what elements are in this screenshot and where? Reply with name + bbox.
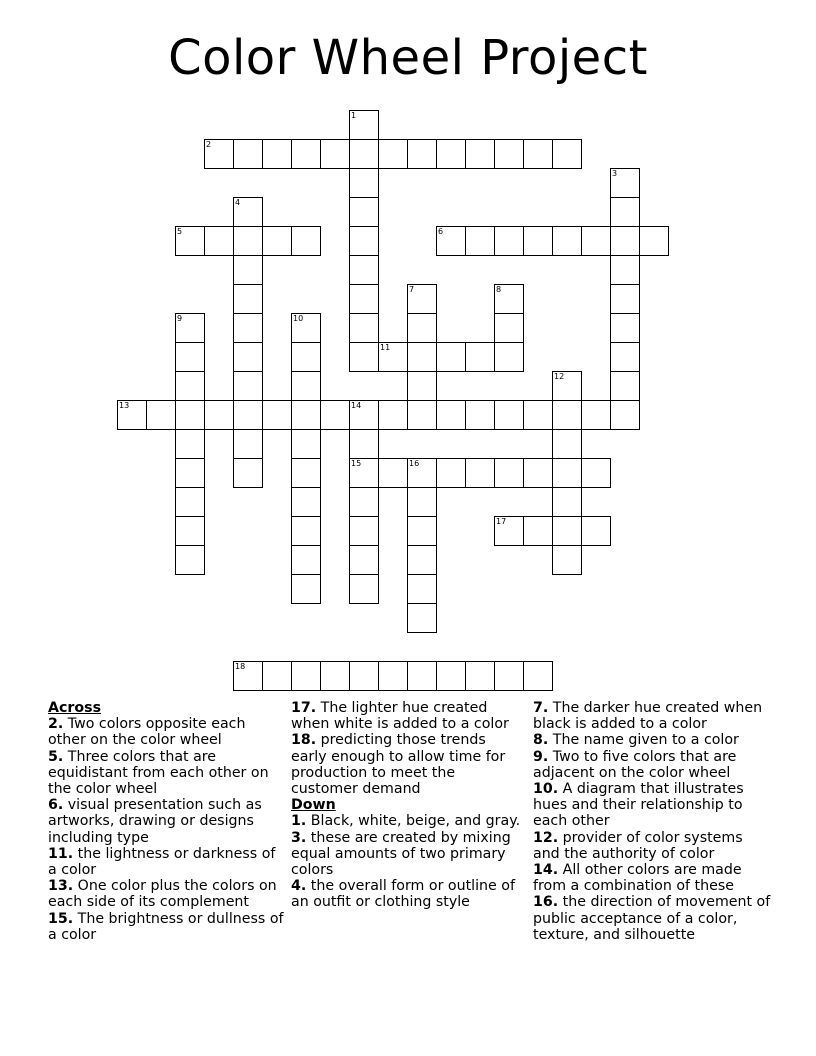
grid-cell[interactable] [494,313,524,343]
clue-down-10 [533,781,773,830]
grid-cell[interactable] [320,661,350,691]
grid-cell[interactable] [523,400,553,430]
grid-cell[interactable] [175,487,205,517]
grid-cell[interactable] [552,458,582,488]
clue-across-6 [48,797,284,846]
grid-cell[interactable] [494,458,524,488]
grid-cell[interactable] [494,139,524,169]
grid-cell[interactable] [233,139,263,169]
clue-down-1 [291,813,523,829]
cell-number: 13 [119,401,130,410]
grid-cell[interactable] [552,429,582,459]
grid-cell[interactable] [349,168,379,198]
grid-cell[interactable] [378,661,408,691]
clue-across-18 [291,732,523,797]
grid-cell[interactable] [407,545,437,575]
clue-text: Two to five colors that are adjacent on the color wheel [533,748,737,781]
clue-across-5 [48,749,284,798]
clue-across-11 [48,846,284,878]
grid-cell[interactable] [407,487,437,517]
clue-number: 14. [533,862,559,879]
grid-cell[interactable] [465,139,495,169]
grid-cell[interactable] [610,226,640,256]
grid-cell[interactable] [349,487,379,517]
down-heading: Down [291,797,336,814]
grid-cell[interactable] [610,371,640,401]
grid-cell[interactable] [494,342,524,372]
grid-cell[interactable] [552,139,582,169]
clue-text: All other colors are made from a combination of these [533,862,742,895]
grid-cell[interactable] [610,255,640,285]
grid-cell[interactable] [378,400,408,430]
grid-cell[interactable] [378,139,408,169]
grid-cell[interactable] [523,516,553,546]
grid-cell[interactable] [581,400,611,430]
grid-cell[interactable] [175,371,205,401]
grid-cell[interactable] [233,458,263,488]
grid-cell[interactable] [407,139,437,169]
cell-number: 17 [496,517,507,526]
clue-number: 12. [533,829,559,846]
cell-number: 8 [496,285,502,294]
clue-text: Three colors that are equidistant from each other on the color wheel [48,748,269,798]
grid-cell[interactable] [146,400,176,430]
grid-cell[interactable] [349,342,379,372]
clue-down-8 [533,732,773,748]
grid-cell[interactable] [291,487,321,517]
grid-cell[interactable] [436,400,466,430]
grid-cell[interactable] [349,661,379,691]
grid-cell[interactable] [175,545,205,575]
grid-cell[interactable] [262,661,292,691]
grid-cell[interactable] [262,139,292,169]
grid-cell[interactable] [320,139,350,169]
grid-cell[interactable] [291,429,321,459]
grid-cell[interactable] [291,139,321,169]
grid-cell[interactable] [175,429,205,459]
clue-down-3 [291,830,523,879]
clue-text: The darker hue created when black is added to a color [533,700,763,733]
grid-cell[interactable] [291,400,321,430]
grid-cell[interactable] [349,516,379,546]
grid-cell[interactable] [349,197,379,227]
grid-cell[interactable] [291,516,321,546]
grid-cell[interactable] [552,516,582,546]
grid-cell[interactable] [494,226,524,256]
grid-cell[interactable] [233,255,263,285]
grid-cell[interactable] [436,139,466,169]
clue-down-14 [533,862,773,894]
clue-number: 16. [533,894,559,911]
clue-number: 15. [48,910,74,927]
grid-cell[interactable] [494,400,524,430]
cell-number: 4 [235,198,241,207]
clue-down-9 [533,749,773,781]
grid-cell[interactable] [407,400,437,430]
grid-cell[interactable] [436,661,466,691]
clue-down-16 [533,894,773,943]
grid-cell[interactable] [349,313,379,343]
clue-number: 1. [291,813,307,830]
grid-cell[interactable] [233,313,263,343]
grid-cell[interactable] [233,400,263,430]
clue-number: 6. [48,797,64,814]
cell-number: 1 [351,111,357,120]
grid-cell[interactable] [465,400,495,430]
grid-cell[interactable] [610,313,640,343]
clue-across-2 [48,716,284,748]
grid-cell[interactable] [349,284,379,314]
cell-number: 14 [351,401,362,410]
cell-number: 15 [351,459,362,468]
clue-text: Two colors opposite each other on the color wheel [48,716,246,749]
clue-number: 10. [533,781,559,798]
grid-cell[interactable] [175,458,205,488]
grid-cell[interactable] [436,342,466,372]
grid-cell[interactable] [465,342,495,372]
grid-cell[interactable] [552,545,582,575]
clue-number: 13. [48,878,74,895]
grid-cell[interactable] [262,226,292,256]
grid-cell[interactable] [349,545,379,575]
cell-number: 6 [438,227,444,236]
clue-down-7 [533,700,773,732]
grid-cell[interactable] [639,226,669,256]
across-heading: Across [48,700,102,716]
clue-across-13 [48,878,284,910]
grid-cell[interactable] [349,139,379,169]
grid-cell[interactable] [291,371,321,401]
grid-cell[interactable] [233,226,263,256]
clue-number: 2. [48,716,64,733]
grid-cell[interactable] [291,342,321,372]
grid-cell[interactable] [233,342,263,372]
clue-text: the overall form or outline of an outfit or clothing style [291,878,515,911]
grid-cell[interactable] [291,458,321,488]
grid-cell[interactable] [291,661,321,691]
grid-cell[interactable] [610,197,640,227]
clue-text: The brightness or dullness of a color [48,910,284,943]
grid-cell[interactable] [610,342,640,372]
grid-cell[interactable] [233,371,263,401]
clue-text: Black, white, beige, and gray. [310,813,521,830]
grid-cell[interactable] [523,458,553,488]
grid-cell[interactable] [523,226,553,256]
grid-cell[interactable] [494,661,524,691]
grid-cell[interactable] [204,226,234,256]
clue-number: 7. [533,700,549,716]
grid-cell[interactable] [320,400,350,430]
grid-cell[interactable] [581,458,611,488]
cell-number: 10 [293,314,304,323]
cell-number: 16 [409,459,420,468]
grid-cell[interactable] [465,661,495,691]
clue-number: 17. [291,700,317,716]
clue-column-1 [48,700,284,943]
clue-number: 8. [533,732,549,749]
grid-cell[interactable] [436,458,466,488]
grid-cell[interactable] [233,284,263,314]
clue-down-4 [291,878,523,910]
page-title: Color Wheel Project [168,30,648,86]
grid-cell[interactable] [523,661,553,691]
grid-cell[interactable] [291,574,321,604]
clue-text: One color plus the colors on each side of its complement [48,878,277,911]
grid-cell[interactable] [349,574,379,604]
cell-number: 3 [612,169,618,178]
clue-across-17 [291,700,523,732]
grid-cell[interactable] [204,400,234,430]
grid-cell[interactable] [552,226,582,256]
clue-text: The lighter hue created when white is added to a color [291,700,509,733]
cell-number: 11 [380,343,391,352]
cell-number: 2 [206,140,212,149]
clue-across-15 [48,911,284,943]
grid-cell[interactable] [465,458,495,488]
clue-column-3 [533,700,773,943]
grid-cell[interactable] [175,400,205,430]
grid-cell[interactable] [262,400,292,430]
grid-cell[interactable] [349,226,379,256]
grid-cell[interactable] [610,400,640,430]
clue-text: these are created by mixing equal amounts of two primary colors [291,829,511,879]
cell-number: 12 [554,372,565,381]
clue-text: the direction of movement of public acceptance of a color, texture, and silhouette [533,894,771,943]
grid-cell[interactable] [552,400,582,430]
grid-cell[interactable] [291,545,321,575]
grid-cell[interactable] [407,516,437,546]
grid-cell[interactable] [581,516,611,546]
clue-number: 4. [291,878,307,895]
cell-number: 9 [177,314,183,323]
clue-number: 18. [291,732,317,749]
clue-text: the lightness or darkness of a color [48,845,276,879]
clue-number: 3. [291,829,307,846]
clue-text: The name given to a color [552,732,739,749]
grid-cell[interactable] [349,255,379,285]
grid-cell[interactable] [175,342,205,372]
clue-number: 11. [48,845,74,862]
clue-text: visual presentation such as artworks, drawing or designs including type [48,797,262,846]
grid-cell[interactable] [407,313,437,343]
cell-number: 18 [235,662,246,671]
cell-number: 5 [177,227,183,236]
grid-cell[interactable] [581,226,611,256]
clue-text: provider of color systems and the authority of color [533,829,743,862]
grid-cell[interactable] [407,661,437,691]
clue-number: 5. [48,748,64,765]
clue-text: predicting those trends early enough to allow time for production to meet the customer demand [291,732,506,798]
grid-cell[interactable] [291,226,321,256]
clue-column-2 [291,700,523,911]
grid-cell[interactable] [233,429,263,459]
grid-cell[interactable] [465,226,495,256]
grid-cell[interactable] [407,371,437,401]
grid-cell[interactable] [407,342,437,372]
grid-cell[interactable] [552,487,582,517]
grid-cell[interactable] [175,516,205,546]
cell-number: 7 [409,285,415,294]
grid-cell[interactable] [349,429,379,459]
grid-cell[interactable] [523,139,553,169]
grid-cell[interactable] [407,603,437,633]
clue-down-12 [533,830,773,862]
grid-cell[interactable] [407,574,437,604]
clue-text: A diagram that illustrates hues and their relationship to each other [533,781,744,830]
grid-cell[interactable] [378,458,408,488]
clue-number: 9. [533,748,549,765]
grid-cell[interactable] [610,284,640,314]
